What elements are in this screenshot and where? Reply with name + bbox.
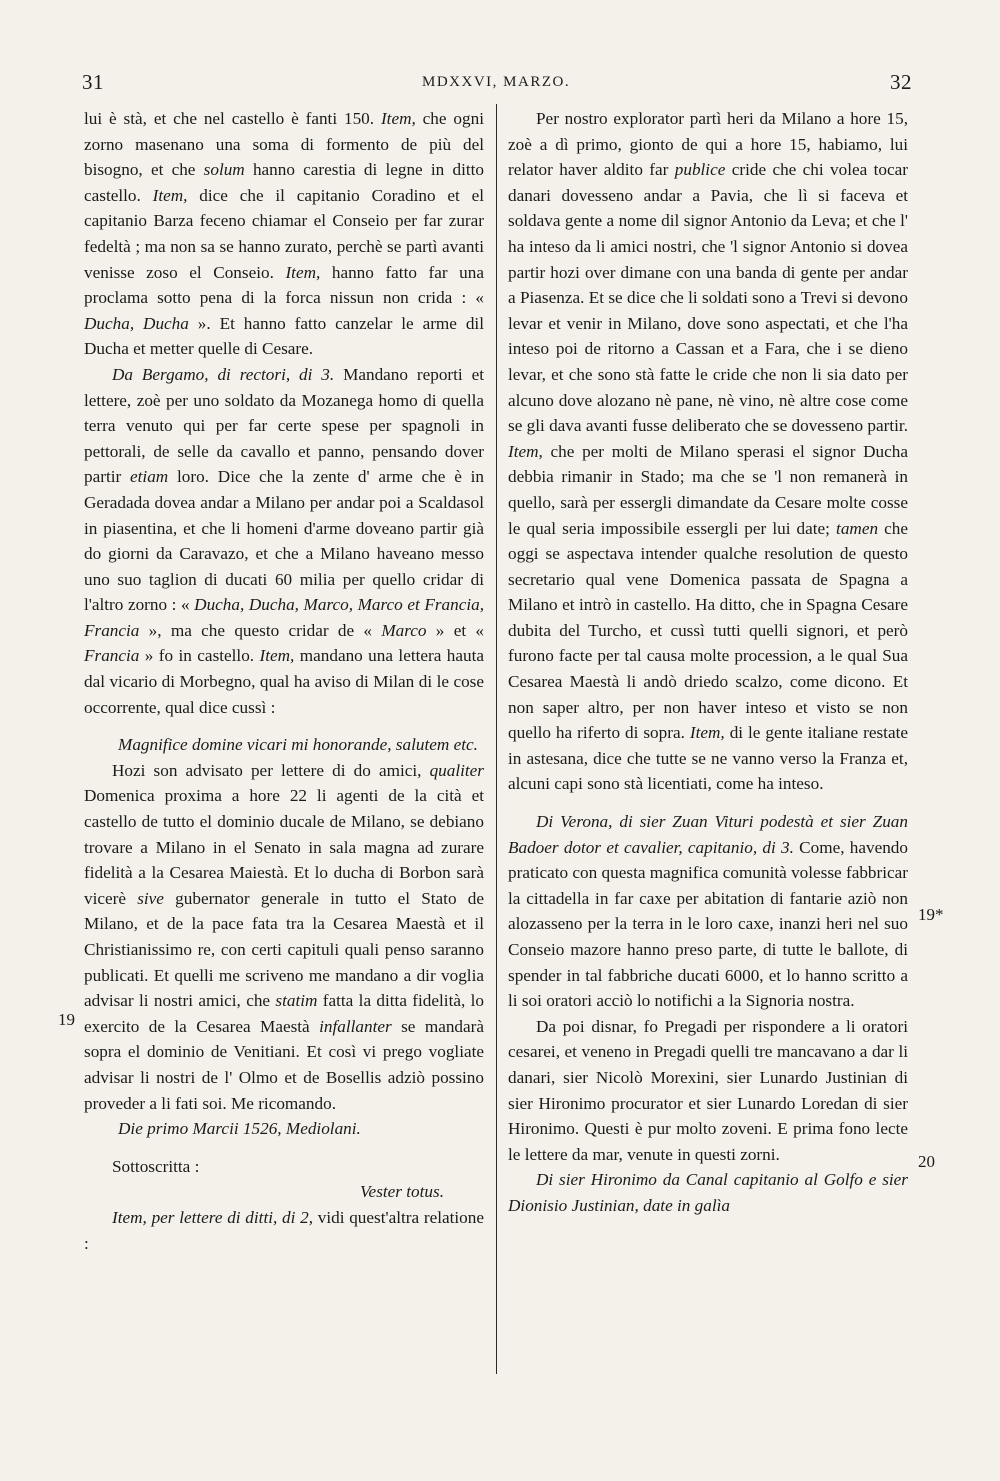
italic-run: tamen — [836, 518, 879, 538]
text-run: Da poi disnar, fo Pregadi per rispondere a li oratori cesarei, et veneno in Pregadi quelli tre mancavano a dar li danari, sier Nicolò Morexini, sier Lunardo Justinian di sier Hironimo procurator et sier Lunardo Loredan di sier Hironimo. Questi è pur molto zoveni. E prima fono lecte le lettere da mar, venute in questi zorni. — [508, 1016, 908, 1164]
text-run: Domenica proxima a hore 22 li agenti de la cità et castello de tutto el dominio ducale de Milano, se debiano trovare a Milano in el Senato in sala magna ad zurare fidelità a la Cesarea Maiestà. Et lo ducha di Borbon sarà vicerè — [84, 786, 484, 908]
right-paragraph-pregadi — [508, 1014, 908, 1168]
text-run: cride che chi volea tocar danari dovesseno andar a Pavia, che lì si faceva et soldava gente a nome dil signor Antonio da Leva; et che l' ha inteso da li amici nostri, che 'l signor Antonio si dovea partir hozi over dimane con una banda di gente per andar a Piasenza. Et se dice che li soldati sono a Trevi si devono levar et venir in Milano, dove sono aspectati, et che l'ha inteso poi de ritorno a Cassan et a Fara, che i se dieno levar, et che sono stà fatte le cride che non li sia dato per alcuno dove alozano nè pane, nè vino, nè altre cose come se gli dava avanti fusse deliberato che se dovesseno partir. — [508, 160, 908, 436]
italic-run: etiam — [130, 467, 169, 487]
text-run: ». Et hanno fatto canzelar le arme dil Ducha et metter quelle di Cesare. — [84, 313, 484, 359]
text-run: se mandarà sopra el dominio de Venitiani. Et così vi prego vogliate advisar li nostri de l' Olmo et de Bosellis adziò possino proveder a li fati soi. Me ricomando. — [84, 1016, 485, 1113]
italic-run: Di sier Hironimo da Canal capitanio al Golfo e sier Dionisio Justinian, date in galìa — [508, 1170, 908, 1215]
text-run: Hozi son advisato per lettere di do amici, — [112, 760, 430, 780]
margin-number-right-19: 19* — [918, 905, 944, 924]
text-run: che ogni zorno masenano una soma di formento de più del bisogno, et che — [84, 109, 484, 180]
left-paragraph-2 — [84, 362, 484, 720]
text-run: mandano una lettera hauta dal vicario di Morbegno, qual ha aviso di Milan di le cose occorrente, qual dice cussì : — [84, 646, 484, 717]
text-run: loro. Dice che la zente d' arme che è in Geradada dovea andar a Milano per andar poi a Scaldasol in piasentina, et che li homeni d'arme doveano partir già do giorni da Caravazo, et che a Milano haveano messo uno suo taglion di ducati 60 milia per quello cridar di l'altro zorno : « — [84, 467, 484, 615]
text-run: di le gente italiane restate in astesana, dice che tutte se ne vanno verso la Franza et, alcuni capi sono stà licentiati, come ha inteso. — [508, 723, 908, 794]
text-run: fatta la ditta fidelità, lo exercito de la Cesarea Maestà — [84, 991, 484, 1036]
text-run: » fo in castello. — [139, 646, 260, 666]
italic-run: Item, — [285, 262, 321, 282]
right-paragraph-verona — [508, 809, 908, 1014]
italic-run: Ducha, Ducha — [84, 313, 189, 333]
text-run: Mandano reporti et lettere, zoè per uno soldato da Mozanega homo di quella terra venuto qui per far certe spese per spagnoli in pettorali, de selle da cavallo et panno, pensando dover partir — [84, 364, 484, 487]
italic-run: Item, per lettere di ditti, di 2, — [112, 1207, 314, 1227]
column-divider — [496, 104, 497, 1374]
right-paragraph-1 — [508, 106, 908, 797]
italic-run: Francia — [84, 646, 140, 666]
margin-number-right-20: 20 — [918, 1152, 935, 1171]
italic-run: Magnifice domine vicari mi honorande, salutem etc. — [118, 735, 478, 755]
italic-run: Item, — [152, 185, 188, 205]
page-number-left: 31 — [82, 70, 104, 94]
page-number-right: 32 — [890, 70, 912, 94]
italic-run: Item, — [259, 646, 295, 666]
letter-signed-label — [84, 1154, 484, 1180]
running-header — [82, 66, 912, 96]
text-run: che per molti de Milano sperasi el signor Ducha debbia rimanir in Stado; ma che se 'l non remanerà in quello, sarà per essergli dimandate da Cesare molte cosse le qual seria impossibile essergli per lui date; — [508, 441, 908, 538]
italic-run: Vester totus. — [359, 1182, 444, 1202]
italic-run: Die primo Marcii 1526, Mediolani. — [118, 1119, 361, 1139]
italic-run: solum — [203, 160, 245, 180]
italic-run: statim — [275, 991, 318, 1011]
text-run: Per nostro explorator partì heri da Milano a hore 15, zoè a dì primo, gionto de qui a hore 15, habiamo, lui relator haver aldito far — [508, 109, 908, 180]
italic-run: Item, — [689, 723, 725, 743]
text-run: », ma che questo cridar de « — [139, 620, 382, 640]
margin-number-left-19: 19 — [58, 1010, 75, 1029]
italic-run: Marco — [381, 620, 427, 640]
left-paragraph-last — [84, 1205, 484, 1256]
letter-salutation — [84, 732, 484, 758]
italic-run: Ducha, Ducha, Marco, Marco et Francia, Francia — [84, 595, 484, 640]
text-run: hanno fatto far una proclama sotto pena di la forca nissun non crida : « — [84, 262, 484, 308]
letter-signature — [84, 1179, 484, 1205]
right-paragraph-last — [508, 1167, 908, 1218]
text-run: dice che il capitanio Coradino et el capitanio Barza feceno chiamar el Conseio per far zurar fedeltà ; ma non sa se hanno zurato, perchè se partì avanti venisse zoso el Conseio. — [84, 185, 485, 282]
text-run: Sottoscritta : — [112, 1156, 200, 1176]
italic-run: infallanter — [319, 1016, 392, 1036]
italic-run: publice — [674, 160, 726, 180]
left-paragraph-1 — [84, 106, 484, 362]
text-run: che oggi se aspectava intender qualche resolution de questo secretario qual vene Domenica passata de Spagna a Milano et intrò in castello. Ha ditto, che in Spagna Cesare dubita del Turcho, et cussì tutti quelli signori, et però furono facte per tal causa molte procession, a le qual Sua Cesarea Maestà li andò driedo scalzo, come dicono. Et non saper altro, per non haver inteso et visto se non quello ha riferto di sopra. — [508, 518, 908, 743]
text-run: vidi quest'altra relatione : — [84, 1207, 484, 1253]
italic-run: Item, — [380, 109, 416, 128]
text-run: Come, havendo praticato con questa magnifica comunità volesse fabbricar la cittadella in far caxe per abitation di fantarie aziò non alozasseno per la terra in le loro caxe, inanzi heri nel suo Conseio mazore hanno preso parte, di tutte le ballote, di spender in tal fabbriche ducati 6000, et lo hanno scritto a li soi oratori acciò lo notifichi a la Signoria nostra. — [508, 837, 908, 1011]
italic-run: sive — [137, 888, 164, 908]
text-run: » et « — [426, 620, 484, 640]
letter-body — [84, 758, 484, 1116]
italic-run: qualiter — [429, 760, 484, 780]
left-column — [84, 106, 484, 1256]
letter-dateline — [84, 1116, 484, 1142]
text-run: lui è stà, et che nel castello è fanti 150. — [84, 109, 381, 128]
right-column — [508, 106, 908, 1219]
italic-run: Di Verona, di sier Zuan Vituri podestà et sier Zuan Badoer dotor et cavalier, capitanio, di 3. — [508, 812, 908, 857]
text-run: gubernator generale in tutto el Stato de Milano, et de la pace fata tra la Cesarea Maestà et il Christianissimo re, con certi capituli quali penso saranno publicati. Et quelli me scriveno me mandano a dir voglia advisar li nostri amici, che — [84, 888, 484, 1011]
running-title: MDXXVI, MARZO. — [422, 74, 571, 90]
italic-run: Item, — [508, 441, 543, 461]
italic-run: Da Bergamo, di rectori, di 3. — [112, 364, 335, 384]
text-run: hanno carestia di legne in ditto castello. — [84, 160, 484, 205]
